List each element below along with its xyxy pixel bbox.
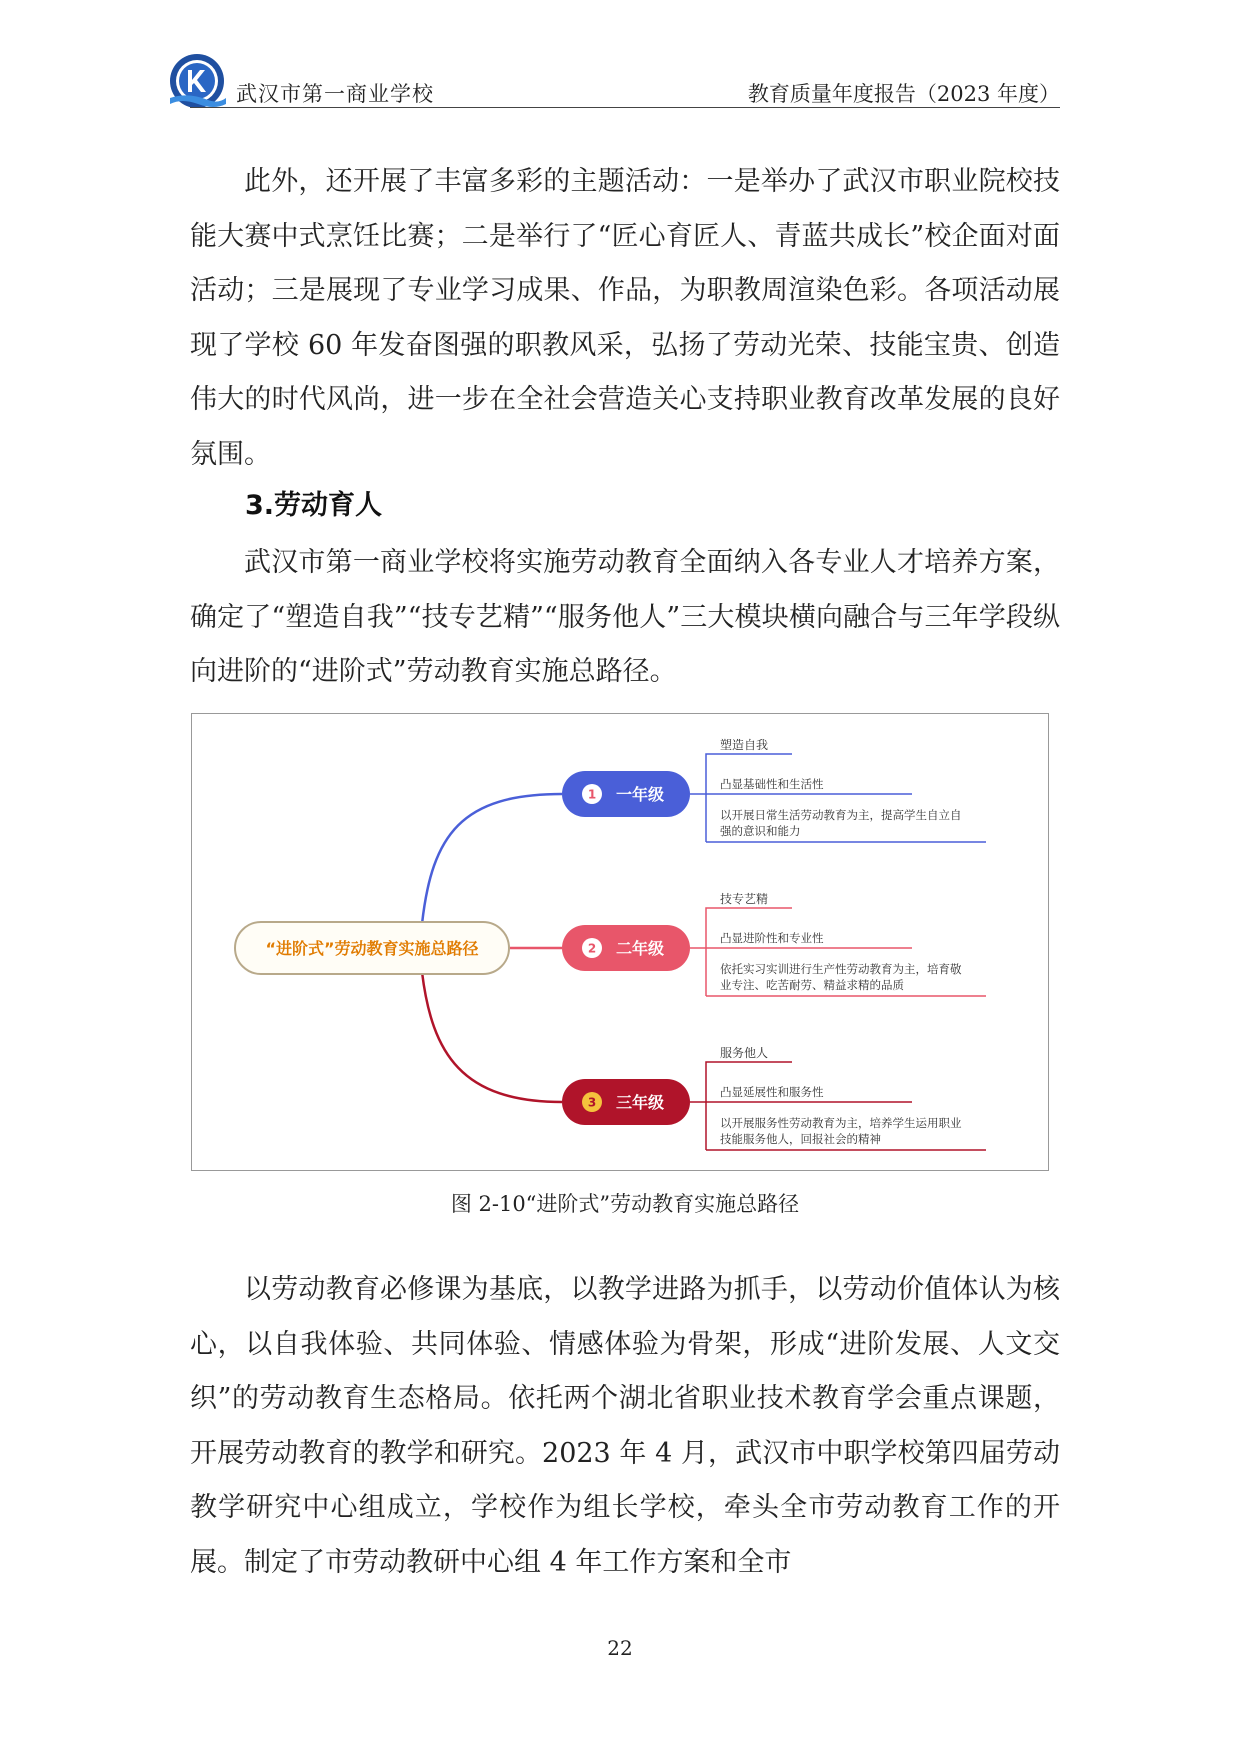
grade-1-desc-line2: 强的意识和能力 xyxy=(720,824,801,838)
section-heading: 3.劳动育人 xyxy=(245,490,383,521)
school-logo-icon xyxy=(168,52,226,110)
mindmap-root-node xyxy=(235,922,509,974)
grade-3-desc-line1: 以开展服务性劳动教育为主，培养学生运用职业 xyxy=(720,1116,962,1130)
mindmap-branch-grade-3 xyxy=(562,1045,986,1150)
grade-2-feature: 凸显进阶性和专业性 xyxy=(720,931,824,945)
grade-3-number: 3 xyxy=(587,1095,597,1110)
connector-grade-3 xyxy=(422,972,562,1102)
grade-1-module: 塑造自我 xyxy=(720,738,769,752)
grade-1-number: 1 xyxy=(587,787,597,802)
grade-3-module: 服务他人 xyxy=(720,1046,769,1060)
grade-3-feature: 凸显延展性和服务性 xyxy=(720,1085,824,1099)
page-header xyxy=(168,52,1060,110)
mindmap-figure xyxy=(191,713,1049,1171)
grade-1-label: 一年级 xyxy=(615,785,665,804)
grade-3-label: 三年级 xyxy=(615,1093,665,1112)
school-name: 武汉市第一商业学校 xyxy=(236,82,434,106)
grade-3-desc-line2: 技能服务他人，回报社会的精神 xyxy=(720,1132,881,1146)
paragraph-activities: 此外，还开展了丰富多彩的主题活动：一是举办了武汉市职业院校技能大赛中式烹饪比赛；二是举行了“匠心育匠人、青蓝共成长”校企面对面活动；三是展现了专业学习成果、作品，为职教周渲染色彩。各项活动展现了学校 60 年发奋图强的职教风采，弘扬了劳动光荣、技能宝贵、创造伟大的时代风尚，进一步在全社会营造关心支持职业教育改革发展的良好氛围。 xyxy=(190,166,1060,470)
paragraph-labor-ecosystem: 以劳动教育必修课为基底，以教学进路为抓手，以劳动价值体认为核心，以自我体验、共同体验、情感体验为骨架，形成“进阶发展、人文交织”的劳动教育生态格局。依托两个湖北省职业技术教育学会重点课题，开展劳动教育的教学和研究。2023 年 4 月，武汉市中职学校第四届劳动教学研究中心组成立，学校作为组长学校，牵头全市劳动教育工作的开展。制定了市劳动教研中心组 4 年工作方案和全市 xyxy=(190,1274,1060,1578)
paragraph-labor-education: 武汉市第一商业学校将实施劳动教育全面纳入各专业人才培养方案，确定了“塑造自我”“技专艺精”“服务他人”三大模块横向融合与三年学段纵向进阶的“进阶式”劳动教育实施总路径。 xyxy=(190,547,1060,687)
grade-2-module: 技专艺精 xyxy=(720,892,769,906)
figure-caption: 图 2-10“进阶式”劳动教育实施总路径 xyxy=(450,1192,800,1216)
connector-grade-1 xyxy=(422,794,562,924)
header-divider xyxy=(190,107,1060,108)
report-title: 教育质量年度报告（2023 年度） xyxy=(747,82,1060,106)
grade-2-label: 二年级 xyxy=(615,939,665,958)
page-number: 22 xyxy=(607,1636,633,1660)
grade-2-desc-line2: 业专注、吃苦耐劳、精益求精的品质 xyxy=(720,978,904,992)
mindmap-branch-grade-1 xyxy=(562,737,986,842)
mindmap-diagram xyxy=(192,714,1048,1170)
mindmap-root-label: “进阶式”劳动教育实施总路径 xyxy=(265,939,479,958)
mindmap-branch-grade-2 xyxy=(562,891,986,996)
grade-1-desc-line1: 以开展日常生活劳动教育为主，提高学生自立自 xyxy=(720,808,962,822)
grade-2-number: 2 xyxy=(587,941,597,956)
grade-2-desc-line1: 依托实习实训进行生产性劳动教育为主，培育敬 xyxy=(720,962,962,976)
grade-1-feature: 凸显基础性和生活性 xyxy=(720,777,824,791)
